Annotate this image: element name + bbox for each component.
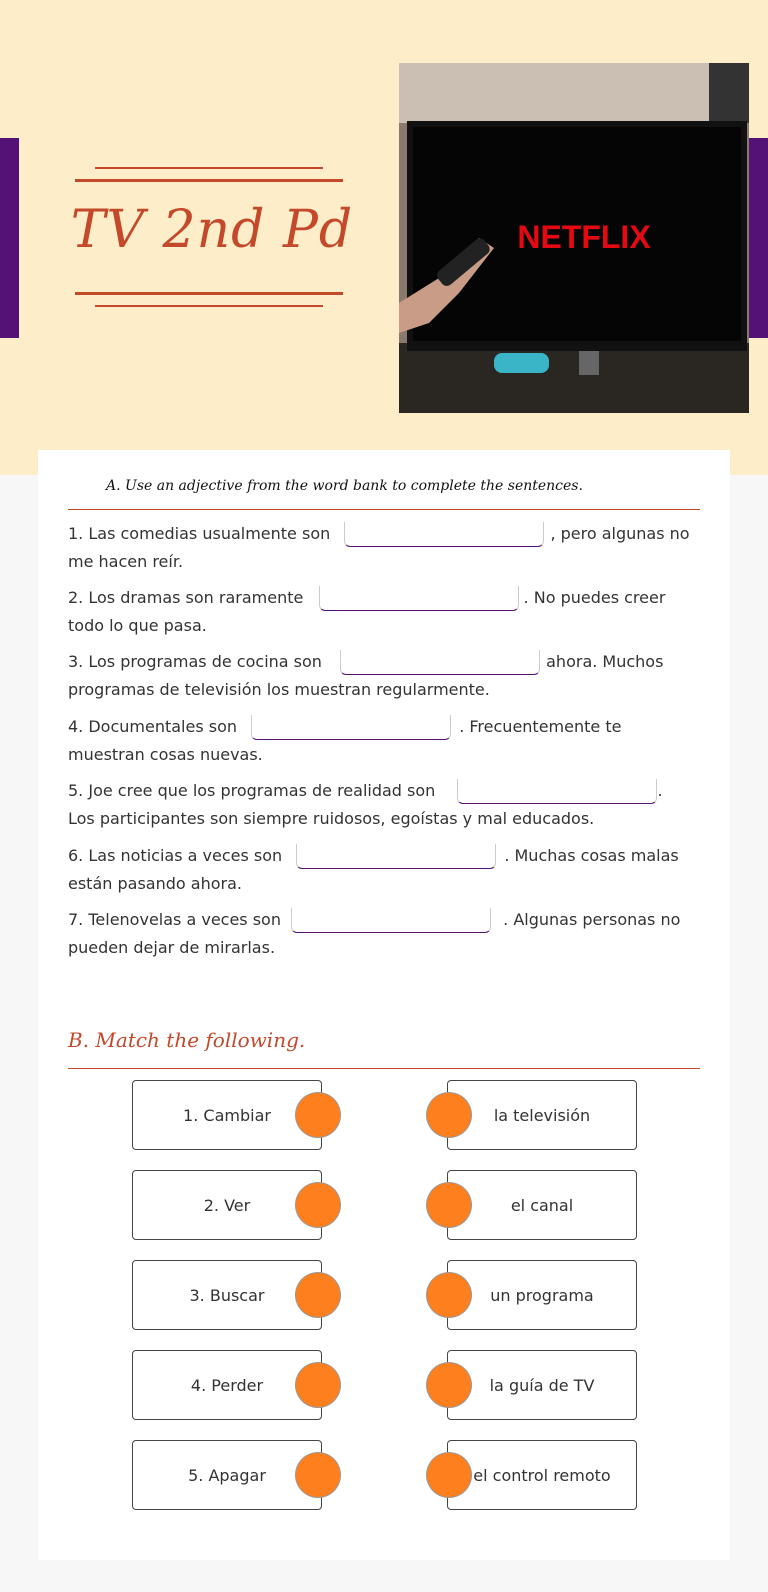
section-a-instruction [106, 478, 583, 494]
answer-blank-5[interactable] [457, 779, 657, 804]
sentence-text: Los participantes son siempre ruidosos, egoístas y mal educados. [68, 809, 595, 828]
answer-blank-4[interactable] [251, 715, 451, 740]
match-connector-right-1[interactable] [427, 1093, 471, 1137]
answer-blank-7[interactable] [291, 908, 491, 933]
section-a-letter: A. [106, 478, 121, 494]
sentence-text: 2. Los dramas son raramente [68, 588, 304, 607]
sentence-text: todo lo que pasa. [68, 616, 207, 635]
netflix-logo: NETFLIX [517, 219, 651, 255]
sentence-text: . Algunas personas no [503, 910, 681, 929]
section-a-divider [68, 509, 700, 510]
sentence-text: 1. Las comedias usualmente son [68, 524, 331, 543]
match-connector-left-4[interactable] [296, 1363, 340, 1407]
sentence-text: 6. Las noticias a veces son [68, 846, 283, 865]
title-rule [95, 305, 323, 307]
match-connector-left-3[interactable] [296, 1273, 340, 1317]
answer-blank-2[interactable] [319, 586, 519, 611]
match-left-5[interactable]: 5. Apagar [132, 1440, 322, 1510]
right-accent-bar [748, 138, 768, 338]
page-title: TV 2nd Pd [70, 200, 354, 260]
match-connector-right-5[interactable] [427, 1453, 471, 1497]
answer-blank-1[interactable] [344, 522, 544, 547]
match-connector-right-3[interactable] [427, 1273, 471, 1317]
worksheet-card [38, 450, 730, 1560]
match-connector-right-2[interactable] [427, 1183, 471, 1227]
sentence-text: . Muchas cosas malas [504, 846, 679, 865]
match-connector-right-4[interactable] [427, 1363, 471, 1407]
title-rule [75, 179, 343, 182]
sentence-text: 4. Documentales son [68, 717, 238, 736]
answer-blank-6[interactable] [296, 844, 496, 869]
sentence-text: , pero algunas no [550, 524, 690, 543]
sentence-text: . No puedes creer [523, 588, 666, 607]
match-right-4[interactable]: la guía de TV [447, 1350, 637, 1420]
answer-blank-3[interactable] [340, 650, 540, 675]
section-b-divider [68, 1068, 700, 1069]
match-right-3[interactable]: un programa [447, 1260, 637, 1330]
sentence-text: programas de televisión los muestran regularmente. [68, 680, 490, 699]
sentence-text: me hacen reír. [68, 552, 184, 571]
tv-netflix-photo [399, 63, 749, 413]
match-left-4[interactable]: 4. Perder [132, 1350, 322, 1420]
sentence-text: 5. Joe cree que los programas de realidad son [68, 781, 436, 800]
section-b-title: B. Match the following. [68, 1028, 306, 1052]
match-left-3[interactable]: 3. Buscar [132, 1260, 322, 1330]
tv-photo-illustration [399, 63, 749, 413]
match-left-1[interactable]: 1. Cambiar [132, 1080, 322, 1150]
sentence-text: están pasando ahora. [68, 874, 242, 893]
section-a-instruction-text: Use an adjective from the word bank to complete the sentences. [125, 478, 583, 494]
title-rule [75, 292, 343, 295]
left-accent-bar [0, 138, 19, 338]
match-connector-left-2[interactable] [296, 1183, 340, 1227]
match-left-2[interactable]: 2. Ver [132, 1170, 322, 1240]
sentence-text: 3. Los programas de cocina son [68, 652, 322, 671]
sentence-text: ahora. Muchos [546, 652, 664, 671]
sentence-text: . [657, 781, 663, 800]
match-right-1[interactable]: la televisión [447, 1080, 637, 1150]
sentence-text: pueden dejar de mirarlas. [68, 938, 276, 957]
match-right-2[interactable]: el canal [447, 1170, 637, 1240]
title-block [70, 164, 354, 310]
match-connector-left-1[interactable] [296, 1093, 340, 1137]
sentence-text: 7. Telenovelas a veces son [68, 910, 281, 929]
match-right-5[interactable]: el control remoto [447, 1440, 637, 1510]
sentence-text: . Frecuentemente te [459, 717, 622, 736]
match-connector-left-5[interactable] [296, 1453, 340, 1497]
sentence-text: muestran cosas nuevas. [68, 745, 263, 764]
title-rule [95, 167, 323, 169]
